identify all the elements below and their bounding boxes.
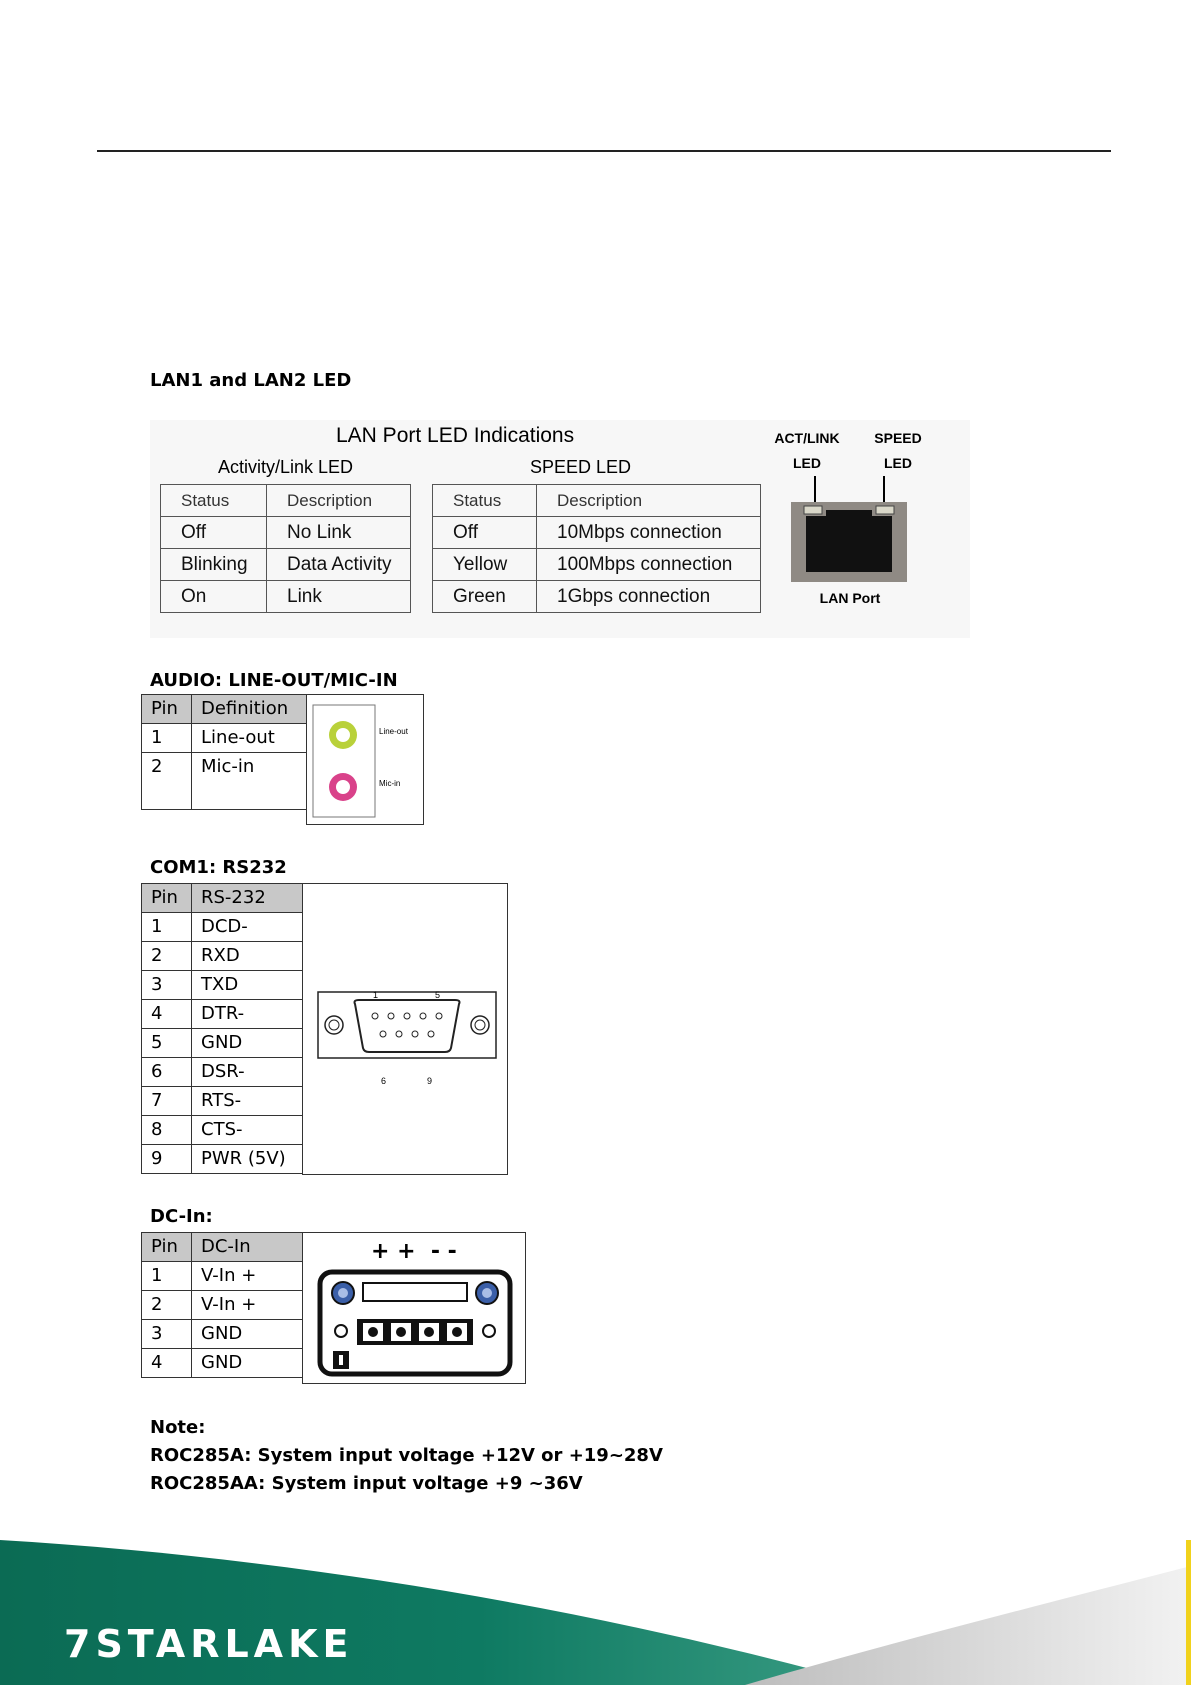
table-cell: CTS- [192,1116,303,1145]
table-header-cell: Pin [142,695,192,724]
note-line-1: ROC285A: System input voltage +12V or +19~28V [150,1445,663,1466]
table-cell: Data Activity [267,549,411,581]
table-row [142,1320,303,1349]
speed-led-label: SPEED LED [874,430,922,471]
table-cell: TXD [192,971,303,1000]
table-row [142,971,303,1000]
table-cell: 6 [142,1058,192,1087]
table-header-row [142,1233,303,1262]
audio-jacks-icon [309,703,419,819]
table-cell: 3 [142,971,192,1000]
table-row [142,1000,303,1029]
lan-port-label: LAN Port [819,590,881,606]
table-cell: 2 [142,1291,192,1320]
speed-led-table [432,484,761,613]
table-row [142,942,303,971]
table-header-cell: Description [267,485,411,517]
speed-led-title: SPEED LED [530,457,632,477]
table-cell: Yellow [433,549,537,581]
table-header-cell: Description [537,485,761,517]
table-cell: V-In + [192,1262,303,1291]
table-cell: 1 [142,724,192,753]
lan-port-icon [790,476,910,586]
table-cell: DSR- [192,1058,303,1087]
table-cell: DTR- [192,1000,303,1029]
note-title: Note: [150,1417,206,1438]
lan-led-figure [150,420,970,638]
table-cell: V-In + [192,1291,303,1320]
audio-pin-table [141,694,307,810]
table-header-cell: RS-232 [192,884,303,913]
table-row [142,724,307,753]
table-row [433,581,761,613]
table-cell: 7 [142,1087,192,1116]
table-row [161,517,411,549]
act-link-led-label: ACT/LINK LED [774,430,840,471]
table-header-cell: Pin [142,884,192,913]
table-cell: 1 [142,913,192,942]
table-header-cell: Status [433,485,537,517]
db9-connector-icon [317,982,497,1074]
table-cell: Green [433,581,537,613]
table-header-row [142,695,307,724]
dcin-pin-table [141,1232,303,1378]
table-cell: 8 [142,1116,192,1145]
table-row [142,1291,303,1320]
table-cell: PWR (5V) [192,1145,303,1174]
mic-in-jack-label: Mic-in [379,779,401,788]
polarity-label: + + - - [371,1239,457,1264]
table-row [142,1116,303,1145]
audio-jack-figure [306,694,424,825]
table-header-row [142,884,303,913]
table-row [142,1262,303,1291]
lan-led-heading: LAN Port LED Indications [336,424,575,447]
table-cell: RTS- [192,1087,303,1116]
table-header-cell: Status [161,485,267,517]
dc-in-connector-figure [302,1232,526,1384]
table-header-cell: Definition [192,695,307,724]
table-cell: GND [192,1349,303,1378]
table-row [142,1145,303,1174]
table-cell: On [161,581,267,613]
table-cell: RXD [192,942,303,971]
table-cell: 9 [142,1145,192,1174]
note-line-2: ROC285AA: System input voltage +9 ~36V [150,1473,583,1494]
table-cell: 2 [142,942,192,971]
table-row [142,1349,303,1378]
table-cell: 1Gbps connection [537,581,761,613]
table-cell: 4 [142,1349,192,1378]
table-cell: 4 [142,1000,192,1029]
activity-led-table [160,484,411,613]
table-cell: GND [192,1320,303,1349]
table-cell: Blinking [161,549,267,581]
table-row [142,753,307,810]
table-row [161,549,411,581]
table-cell: 2 [142,753,192,810]
footer-brand-logo: 7STARLAKE [64,1622,354,1666]
audio-section-title: AUDIO: LINE-OUT/MIC-IN [150,670,398,691]
table-row [142,1087,303,1116]
table-cell: 10Mbps connection [537,517,761,549]
table-cell: No Link [267,517,411,549]
table-header-row [433,485,761,517]
table-cell: Off [161,517,267,549]
table-row [161,581,411,613]
table-cell: GND [192,1029,303,1058]
com-section-title: COM1: RS232 [150,857,287,878]
table-row [142,1058,303,1087]
dcin-section-title: DC-In: [150,1206,213,1227]
com-pin-table [141,883,303,1174]
table-header-cell: Pin [142,1233,192,1262]
db9-pin-1-label: 1 [373,990,379,1000]
table-cell: 3 [142,1320,192,1349]
table-cell: 5 [142,1029,192,1058]
note-block [150,1414,663,1498]
activity-led-title: Activity/Link LED [218,457,354,477]
db9-pin-9-label: 9 [427,1076,433,1086]
table-cell: Mic-in [192,753,307,810]
lan-section-title: LAN1 and LAN2 LED [150,370,352,391]
db9-pin-5-label: 5 [435,990,441,1000]
table-cell: DCD- [192,913,303,942]
table-row [142,913,303,942]
header-rule [97,150,1111,152]
table-header-row [161,485,411,517]
table-cell: Line-out [192,724,307,753]
table-row [433,517,761,549]
line-out-jack-label: Line-out [379,727,408,736]
db9-connector-figure [302,883,508,1175]
table-cell: 1 [142,1262,192,1291]
dc-terminal-block-icon [317,1269,513,1377]
table-header-cell: DC-In [192,1233,303,1262]
table-cell: Off [433,517,537,549]
db9-pin-6-label: 6 [381,1076,387,1086]
table-cell: Link [267,581,411,613]
table-cell: 100Mbps connection [537,549,761,581]
table-row [142,1029,303,1058]
table-row [433,549,761,581]
